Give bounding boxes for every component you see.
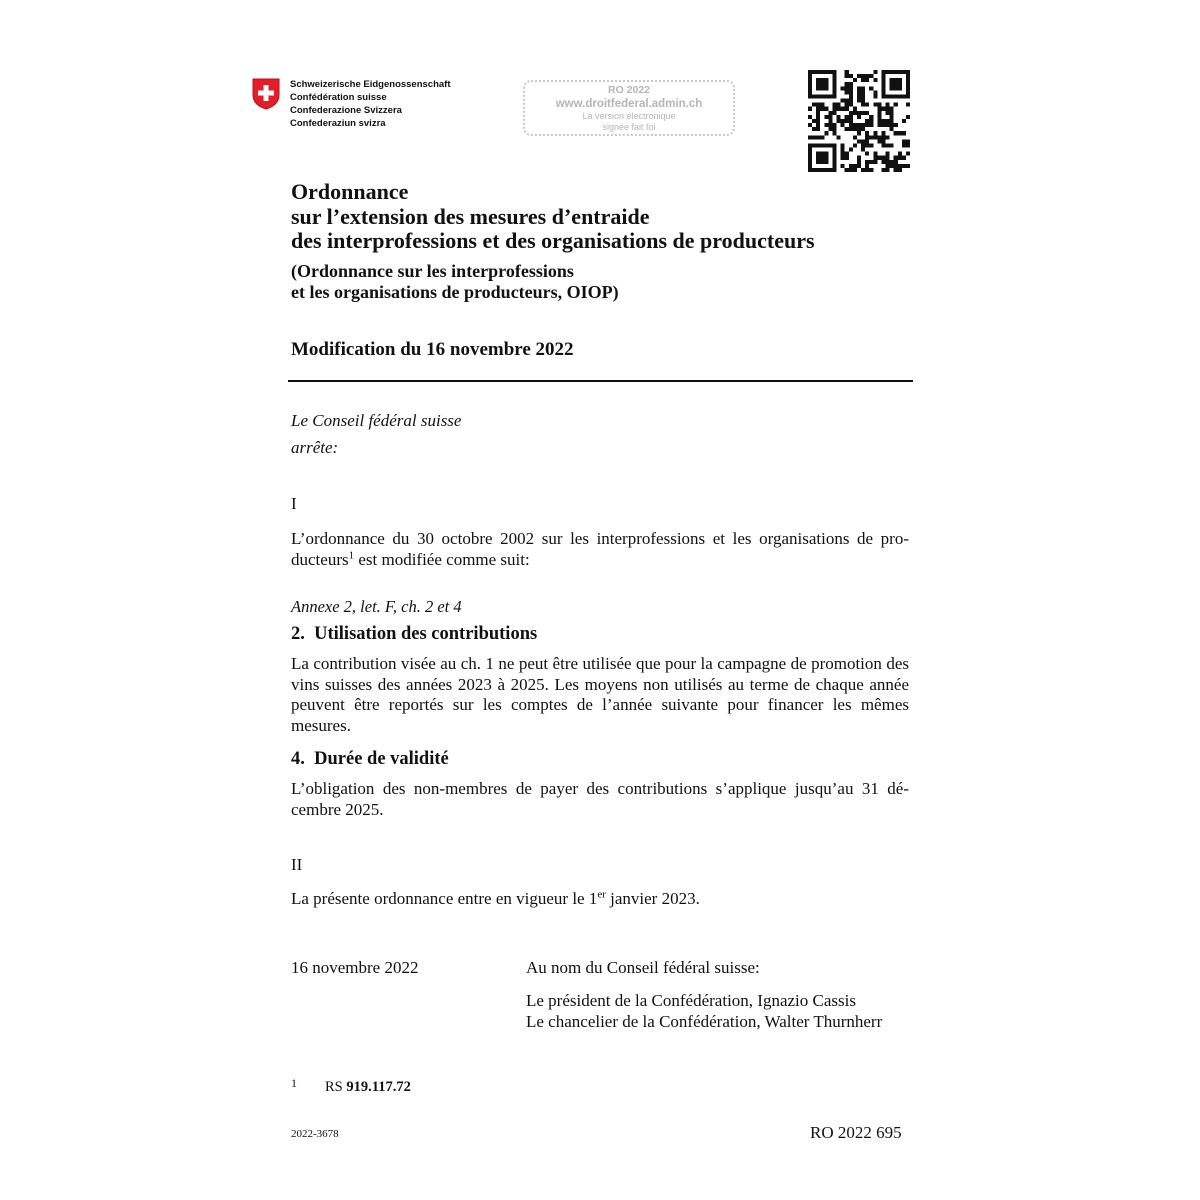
qr-code-icon (808, 70, 910, 172)
paragraph-validite: L’obligation des non-membres de payer des contributions s’applique jusqu’au 31 dé- cembre 2025. (291, 779, 909, 819)
section-numeral-1: I (291, 494, 297, 513)
entry-text: La présente ordonnance entre en vigueur le 1 (291, 889, 598, 908)
heading-text: Utilisation des contributions (314, 624, 538, 644)
signature-chancellor: Le chancelier de la Confédération, Walter Thurnherr (526, 1012, 883, 1031)
name-fr: Confédération suisse (290, 92, 387, 103)
preamble-line-1: Le Conseil fédéral suisse (291, 411, 462, 430)
title-line-2: sur l’extension des mesures d’entraide (291, 203, 650, 229)
footer-right-ref: RO 2022 695 (810, 1123, 902, 1142)
stamp-line-1: RO 2022 (607, 84, 651, 96)
heading-number: 4. (291, 749, 305, 769)
section-numeral-2: II (291, 855, 303, 874)
swiss-crest-icon (252, 78, 280, 110)
heading-number: 2. (291, 624, 305, 644)
intro-paragraph (291, 529, 909, 570)
confederation-names (290, 78, 451, 130)
electronic-version-stamp (523, 80, 735, 136)
intro-text: L’ordonnance du 30 octobre 2002 sur les interprofessions et les organisations de pro- ducteurs (291, 529, 909, 569)
short-title (291, 261, 619, 303)
signature-date: 16 novembre 2022 (291, 958, 419, 977)
entry-text-end: janvier 2023. (605, 889, 700, 908)
footnote-text (325, 1079, 411, 1096)
footnote-number: 1 (291, 1076, 297, 1090)
name-it: Confederazione Svizzera (290, 105, 402, 116)
stamp-line-3: La version électronique (582, 111, 676, 121)
name-de: Schweizerische Eidgenossenschaft (290, 79, 451, 90)
entry-into-force (291, 889, 700, 909)
short-title-line-2: et les organisations de producteurs, OIOP) (291, 282, 619, 302)
preamble-line-2: arrête: (291, 438, 339, 457)
heading-utilisation (291, 624, 537, 645)
entry-superscript: er (597, 888, 606, 901)
modification-date: Modification du 16 novembre 2022 (291, 339, 574, 360)
annex-reference: Annexe 2, let. F, ch. 2 et 4 (291, 597, 462, 616)
signature-on-behalf: Au nom du Conseil fédéral suisse: (526, 958, 760, 977)
heading-text: Durée de validité (314, 749, 449, 769)
footnote-rs-number: 919.117.72 (346, 1079, 411, 1095)
title-line-3: des interprofessions et des organisations de producteurs (291, 228, 815, 253)
signature-president: Le président de la Confédération, Ignazio Cassis (526, 991, 856, 1010)
title-line-1: Ordonnance (291, 179, 409, 204)
footer-left-ref: 2022-3678 (291, 1128, 339, 1140)
heading-validite (291, 749, 449, 770)
stamp-line-4: signée fait foi (602, 122, 656, 132)
short-title-line-1: (Ordonnance sur les interprofessions (291, 261, 574, 281)
paragraph-utilisation: La contribution visée au ch. 1 ne peut être utilisée que pour la campagne de promotion des vins suisses des années 2023 à 2025. Les moyens non utilisés au terme de chaque année peuvent être reportés sur les comptes de l’année suivante pour financer les mêmes mesures. (291, 654, 909, 735)
footnote-prefix: RS (325, 1079, 347, 1095)
footnote-reference[interactable]: 1 (348, 548, 355, 561)
title-divider (288, 380, 913, 382)
name-rm: Confederaziun svizra (290, 118, 386, 129)
intro-text-end: est modifiée comme suit: (354, 549, 530, 569)
document-title (291, 180, 815, 254)
stamp-line-2: www.droitfederal.admin.ch (555, 98, 703, 110)
